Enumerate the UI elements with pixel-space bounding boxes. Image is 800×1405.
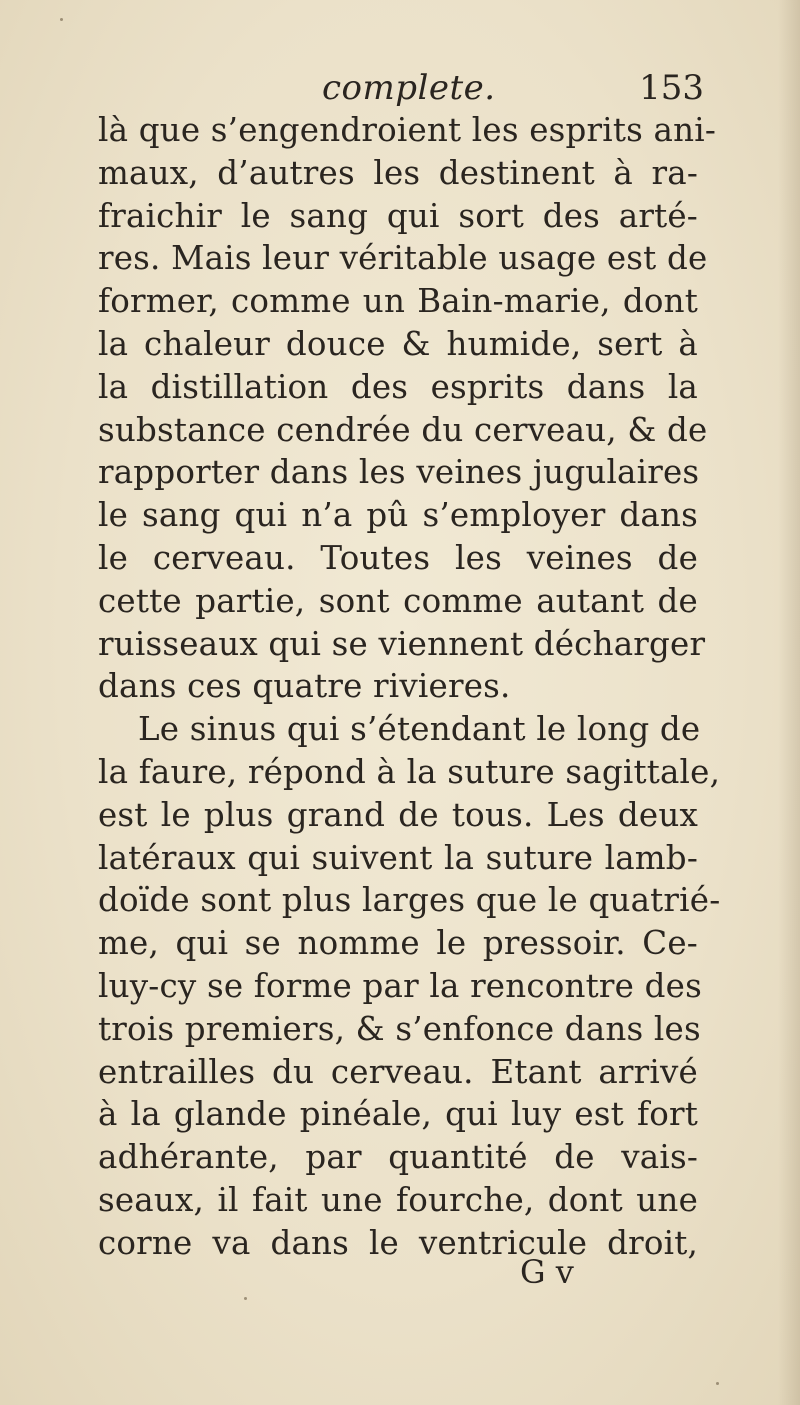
- text-line: le sang qui n’a pû s’employer dans: [98, 496, 698, 535]
- ink-speck: [716, 1382, 719, 1385]
- text-line: adhérante, par quantité de vais-: [98, 1138, 698, 1177]
- page-edge-shadow: [778, 0, 800, 1405]
- text-line: est le plus grand de tous. Les deux: [98, 795, 698, 834]
- text-line: seaux, il fait une fourche, dont une: [98, 1180, 698, 1219]
- text-line: corne va dans le ventricule droit,: [98, 1223, 698, 1262]
- text-line: là que s’engendroient les esprits ani-: [98, 111, 717, 149]
- text-line: me, qui se nomme le pressoir. Ce-: [98, 924, 698, 963]
- text-line: maux, d’autres les destinent à ra-: [98, 153, 698, 192]
- text-line: res. Mais leur véritable usage est de: [98, 239, 708, 278]
- text-line: le cerveau. Toutes les veines de: [98, 538, 698, 577]
- text-line: cette partie, sont comme autant de: [98, 581, 698, 620]
- text-line: fraichir le sang qui sort des arté-: [98, 196, 698, 235]
- ink-speck: [60, 18, 63, 21]
- text-line: Le sinus qui s’étendant le long de: [138, 710, 701, 749]
- page-number: 153: [639, 68, 704, 108]
- paragraph-2: [98, 708, 721, 1264]
- text-line: former, comme un Bain-marie, dont: [98, 282, 698, 321]
- paragraph-1: [98, 109, 717, 708]
- body-text: [98, 109, 721, 1265]
- text-line: latéraux qui suivent la suture lamb-: [98, 838, 698, 877]
- text-line: à la glande pinéale, qui luy est fort: [98, 1095, 698, 1134]
- text-line: trois premiers, & s’enfonce dans les: [98, 1009, 701, 1048]
- page-header: [100, 68, 704, 114]
- text-line: substance cendrée du cerveau, & de: [98, 410, 708, 449]
- text-line: la distillation des esprits dans la: [98, 367, 698, 406]
- catchword: G v: [520, 1253, 574, 1291]
- text-line: la chaleur douce & humide, sert à: [98, 324, 698, 363]
- text-line: rapporter dans les veines jugulaires: [98, 453, 700, 492]
- text-line: luy-cy se forme par la rencontre des: [98, 966, 702, 1005]
- text-line: ruisseaux qui se viennent décharger: [98, 624, 706, 663]
- running-head: complete.: [322, 68, 496, 108]
- text-line: dans ces quatre rivieres.: [98, 667, 511, 706]
- text-line: entrailles du cerveau. Etant arrivé: [98, 1052, 698, 1091]
- ink-speck: [244, 1297, 247, 1300]
- text-line: doïde sont plus larges que le quatrié-: [98, 881, 721, 920]
- text-line: la faure, répond à la suture sagittale,: [98, 752, 721, 791]
